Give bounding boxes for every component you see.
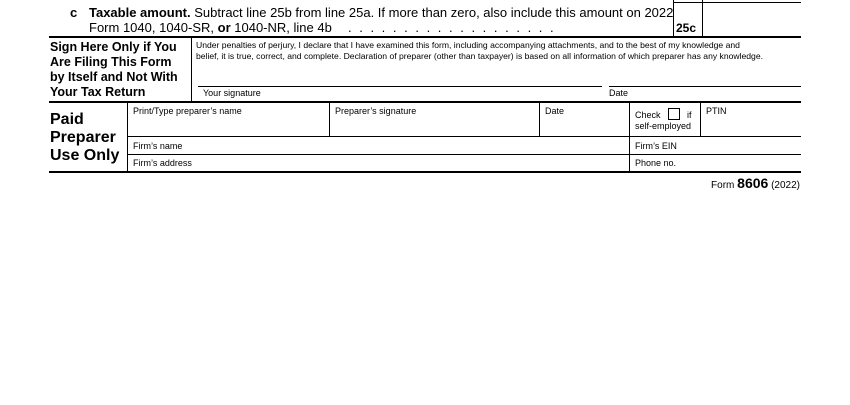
bottom-rule	[49, 171, 801, 173]
preparer-col-div-2	[539, 102, 540, 137]
sign-date-field[interactable]	[609, 64, 801, 86]
line-25c-bold-label: Taxable amount.	[89, 5, 191, 20]
line-25c-letter: c	[70, 5, 78, 20]
line-25c-text-row1	[89, 5, 673, 20]
preparer-name-field[interactable]	[129, 118, 328, 136]
ptin-field[interactable]	[702, 118, 801, 136]
preparer-col-div-4	[700, 102, 701, 137]
line-25c-text-row2	[89, 20, 332, 35]
footer-year: (2022)	[771, 180, 800, 191]
preparer-signature-label: Preparer’s signature	[335, 106, 417, 116]
preparer-signature-field[interactable]	[331, 118, 538, 136]
line-25c-amount-field[interactable]	[703, 0, 801, 36]
ptin-label: PTIN	[706, 106, 727, 116]
firm-address-field[interactable]	[202, 155, 628, 170]
firm-address-label: Firm’s address	[133, 158, 192, 168]
preparer-date-field[interactable]	[541, 118, 628, 136]
your-signature-field[interactable]	[198, 64, 602, 86]
firm-ein-label: Firm’s EIN	[635, 141, 677, 151]
paid-preparer-line2: Preparer	[50, 129, 116, 146]
self-employed-checkbox[interactable]	[668, 108, 680, 120]
preparer-col-div-3	[629, 102, 630, 137]
your-signature-label: Your signature	[203, 88, 261, 98]
phone-label: Phone no.	[635, 158, 677, 168]
line-25c-text2b: 1040-NR, line 4b	[234, 20, 332, 35]
firm-ein-field[interactable]	[685, 138, 801, 153]
paid-preparer-line1: Paid	[50, 111, 84, 128]
line-25c-text2a: Form 1040, 1040-SR,	[89, 20, 215, 35]
rule-under-25c	[49, 36, 801, 38]
phone-field[interactable]	[685, 155, 801, 170]
line-25c-or: or	[217, 20, 231, 35]
rule-under-sign-here	[49, 101, 801, 103]
perjury-line2: belief, it is true, correct, and complete. Declaration of preparer (other than taxpayer) is based on all information of which preparer has any knowledge.	[196, 50, 764, 61]
line-25c-text1: Subtract line 25b from line 25a. If more than zero, also include this amount on 2022	[194, 5, 674, 20]
line-25c-box-label: 25c	[676, 21, 697, 35]
preparer-row1-rule	[128, 136, 801, 137]
preparer-col-div-1	[329, 102, 330, 137]
sign-here-line3: by Itself and Not With	[50, 70, 178, 84]
sign-date-line	[609, 86, 801, 87]
line-25c-dots: . . . . . . . . . . . . . . . . . . .	[348, 20, 556, 35]
preparer-date-label: Date	[545, 106, 565, 116]
preparer-name-label: Print/Type preparer’s name	[133, 106, 242, 116]
self-employed-label: self-employed	[635, 121, 692, 131]
firm-name-field[interactable]	[190, 138, 628, 153]
perjury-line1: Under penalties of perjury, I declare that I have examined this form, including accompanying attachments, and to the best of my knowledge and	[196, 40, 740, 50]
firm-name-label: Firm’s name	[133, 141, 183, 151]
sign-here-line4: Your Tax Return	[50, 85, 146, 99]
sign-here-line2: Are Filing This Form	[50, 55, 172, 69]
paid-preparer-heading	[50, 111, 119, 165]
footer-form-word: Form	[711, 180, 735, 191]
sign-here-line1: Sign Here Only if You	[50, 40, 177, 54]
footer-form-number: 8606	[737, 175, 769, 191]
sign-here-divider	[191, 37, 192, 101]
your-signature-line	[198, 86, 602, 87]
if-label: if	[687, 110, 692, 120]
perjury-statement	[196, 40, 763, 61]
form-footer	[711, 175, 800, 191]
sign-here-heading	[50, 40, 178, 100]
check-label: Check	[635, 110, 661, 120]
preparer-divider	[127, 102, 128, 172]
paid-preparer-line3: Use Only	[50, 147, 120, 164]
sign-date-label: Date	[609, 88, 629, 98]
